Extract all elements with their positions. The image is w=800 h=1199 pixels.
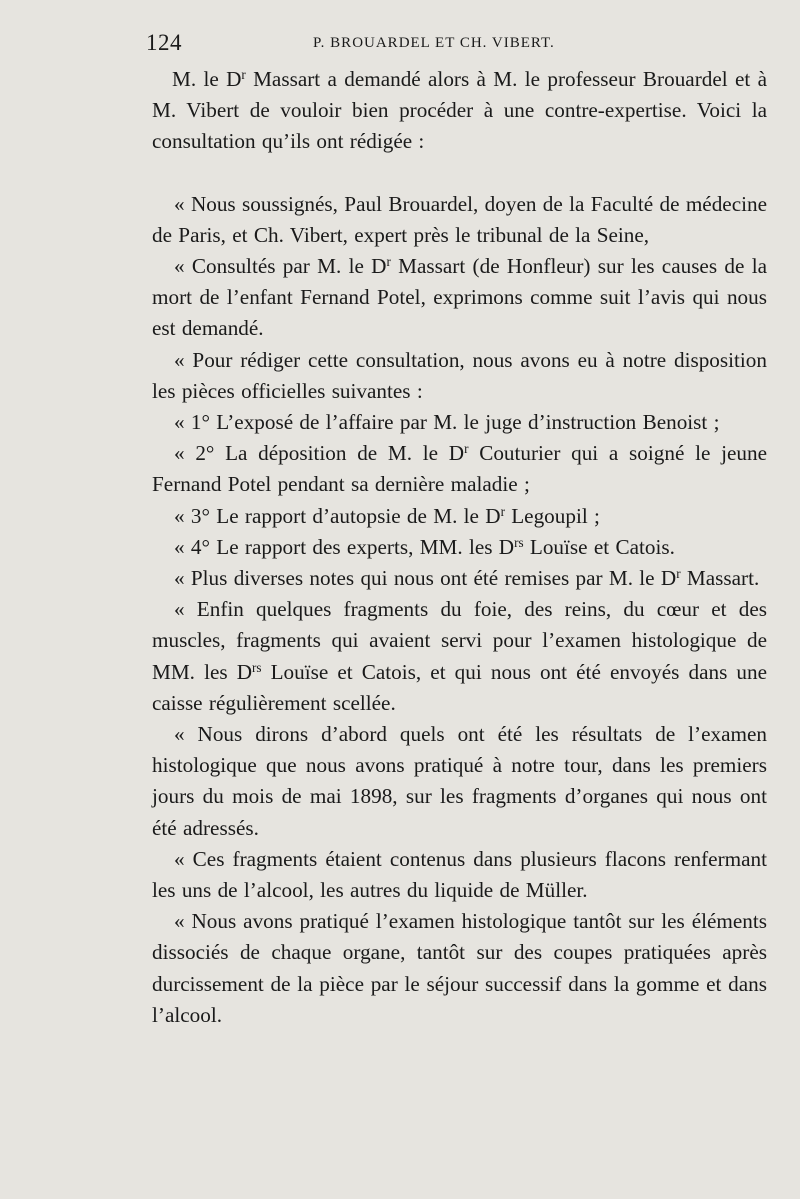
paragraph: « Nous soussignés, Paul Brouardel, doyen de la Faculté de médecine de Paris, et Ch. Vibert, expert près le tribunal de la Seine, bbox=[152, 191, 767, 247]
running-head: P. BROUARDEL ET CH. VIBERT. bbox=[313, 35, 555, 51]
paragraph: « 2° La déposition de M. le $D^r$ Couturier qui a soigné le jeune Fernand Potel pendant sa dernière maladie ; bbox=[152, 441, 767, 497]
paragraph: « Ces fragments étaient contenus dans plusieurs flacons renfermant les uns de l’alcool, les autres du liquide de Müller. bbox=[152, 846, 767, 903]
paragraph: « 1° L’exposé de l’affaire par M. le juge d’instruction Benoist ; bbox=[174, 410, 720, 435]
paragraph: « 4° Le rapport des experts, MM. les $D^{rs}$ Louïse et Catois. bbox=[174, 534, 675, 559]
page-number: 124 bbox=[146, 30, 182, 55]
paragraph: « Nous avons pratiqué l’examen histologique tantôt sur les éléments dissociés de chaque organe, tantôt sur des coupes pratiquées après durcissement de la pièce par le séjour successif dans la gomme et dans l’alcool. bbox=[152, 909, 767, 1027]
body-text bbox=[152, 64, 767, 1031]
paragraph: « 3° Le rapport d’autopsie de M. le $D^r$ Legoupil ; bbox=[174, 503, 600, 528]
paragraph: M. le $D^r$ Massart a demandé alors à M. le professeur Brouardel et à M. Vibert de vouloir bien procéder à une contre-expertise. Voici la consultation qu’ils ont rédigée : bbox=[152, 66, 767, 154]
page-header bbox=[146, 30, 616, 60]
paragraph-spacer bbox=[152, 158, 767, 189]
paragraph: « Nous dirons d’abord quels ont été les résultats de l’examen histologique que nous avons pratiqué à notre tour, dans les premiers jours du mois de mai 1898, sur les fragments d’organes qui nous ont été adressés. bbox=[152, 722, 767, 840]
paragraph: « Pour rédiger cette consultation, nous avons eu à notre disposition les pièces officielles suivantes : bbox=[152, 347, 767, 403]
paragraph: « Consultés par M. le $D^r$ Massart (de Honfleur) sur les causes de la mort de l’enfant Fernand Potel, exprimons comme suit l’avis qui nous est demandé. bbox=[152, 253, 767, 341]
paragraph: « Enfin quelques fragments du foie, des reins, du cœur et des muscles, fragments qui avaient servi pour l’examen histologique de MM. les $D^{rs}$ Louïse et Catois, et qui nous ont été envoyés dans une caisse régulièrement scellée. bbox=[152, 597, 768, 715]
paragraph: « Plus diverses notes qui nous ont été remises par M. le $D^r$ Massart. bbox=[174, 565, 760, 591]
